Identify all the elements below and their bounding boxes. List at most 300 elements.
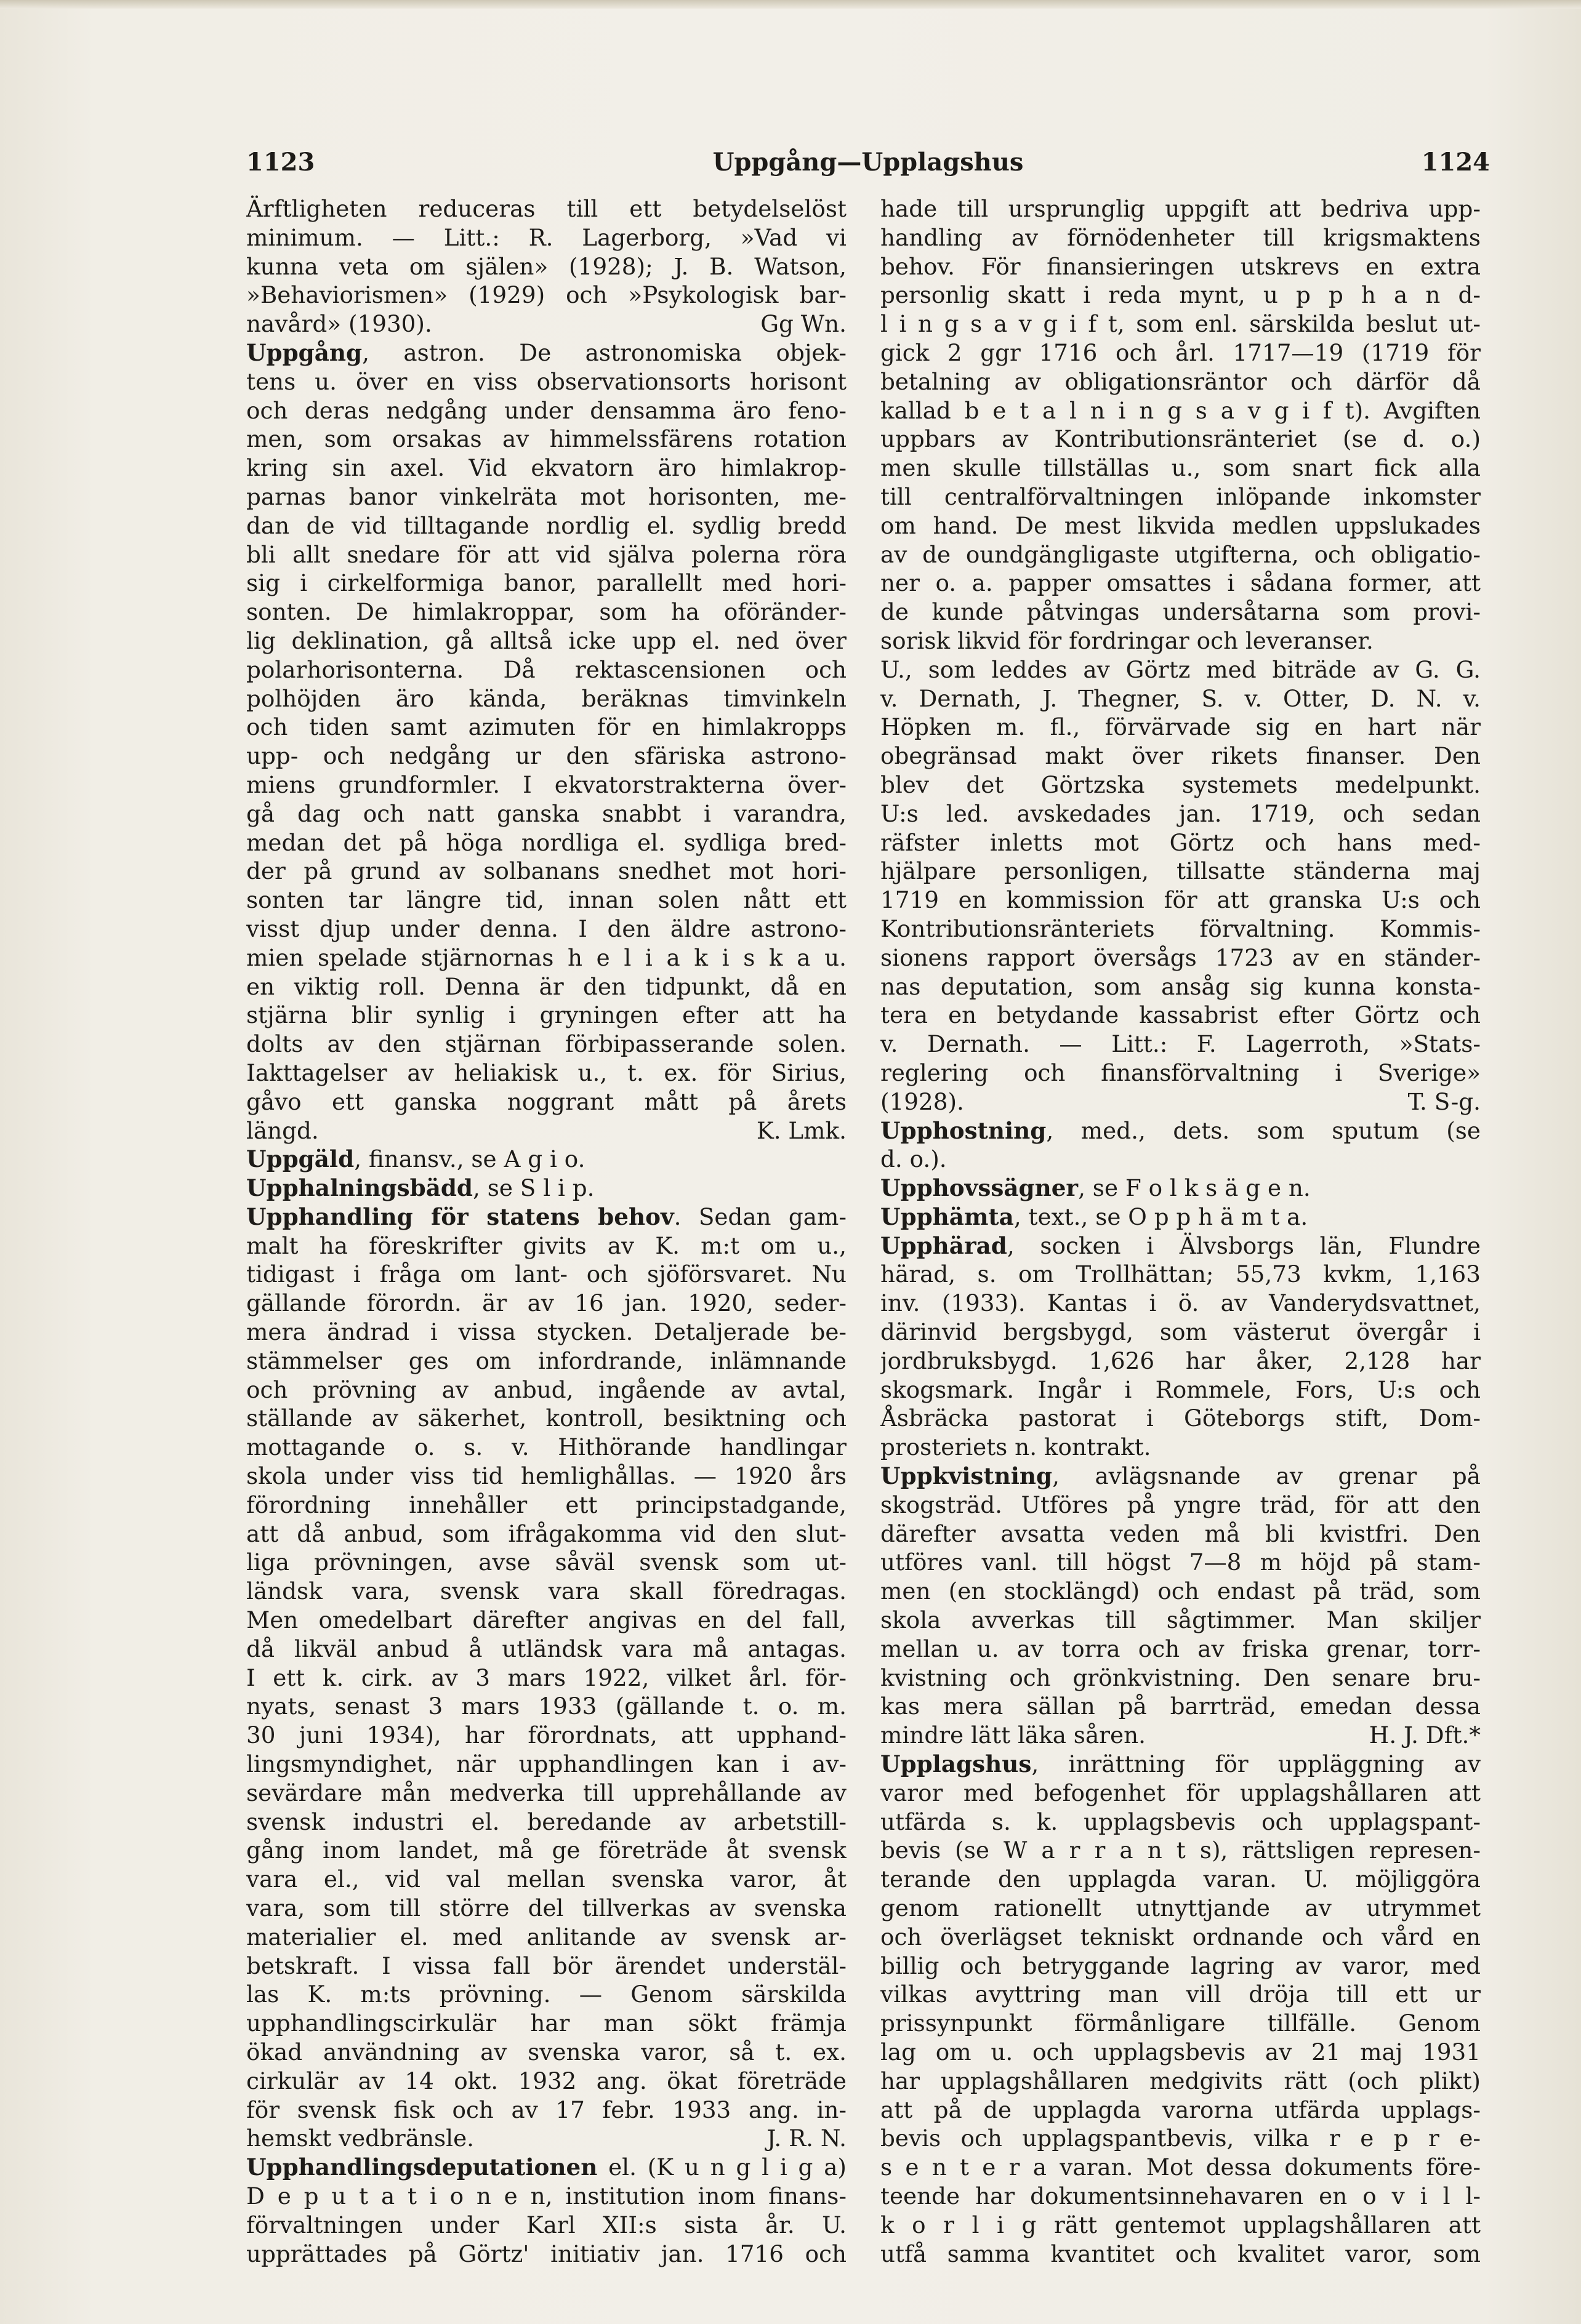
line-text: skola under viss tid hemlighållas. — 1920 års [246, 1462, 847, 1490]
line-text: cirkulär av 14 okt. 1932 ang. ökat företräde [246, 2067, 847, 2094]
line-text: polhöjden äro kända, beräknas timvinkeln [246, 684, 847, 712]
line-text: , socken i Älvsborgs län, Flundre [1007, 1232, 1481, 1259]
text-line [246, 828, 847, 857]
line-text: därefter avsatta veden må bli kvistfri. Den [880, 1520, 1481, 1547]
text-line [246, 1145, 847, 1174]
line-text: mellan u. av torra och av friska grenar, torr- [880, 1635, 1481, 1662]
text-line [246, 1548, 847, 1577]
running-title: Uppgång—Upplagshus [712, 148, 1024, 177]
line-text: mottagande o. s. v. Hithörande handlingar [246, 1433, 847, 1461]
text-line [880, 886, 1481, 915]
line-text: räfster inletts mot Görtz och hans med- [880, 828, 1481, 856]
text-line [246, 1404, 847, 1433]
line-text: polarhorisonterna. Då rektascensionen och [246, 655, 847, 683]
text-line [880, 1174, 1481, 1203]
text-line [246, 1808, 847, 1837]
line-text: kas mera sällan på barrträd, emedan dessa [880, 1693, 1481, 1720]
line-text: gång inom landet, må ge företräde åt svensk [246, 1837, 847, 1864]
text-line [880, 857, 1481, 886]
text-line [880, 684, 1481, 713]
line-text: inv. (1933). Kantas i ö. av Vanderydsvattnet, [880, 1289, 1481, 1317]
line-text: längd. [246, 1116, 319, 1144]
text-line [246, 2038, 847, 2067]
line-text: gick 2 ggr 1716 och årl. 1717—19 (1719 för [880, 339, 1481, 366]
line-text: v. Dernath. — Litt.: F. Lagerroth, »Stats- [880, 1030, 1481, 1058]
text-line [246, 1664, 847, 1693]
line-text: I ett k. cirk. av 3 mars 1922, vilket årl. för- [246, 1664, 847, 1691]
line-text: lag om u. och upplagsbevis av 21 maj 1931 [880, 2038, 1481, 2066]
text-line [246, 1203, 847, 1232]
text-line [880, 2211, 1481, 2240]
line-text: Höpken m. fl., förvärvade sig en hart när [880, 713, 1481, 741]
text-line [246, 1952, 847, 1981]
line-text: personlig skatt i reda mynt, u p p h a n d- [880, 281, 1481, 309]
text-line [880, 1692, 1481, 1721]
text-line [246, 1836, 847, 1865]
text-line [246, 310, 847, 339]
text-line [880, 483, 1481, 511]
text-line [880, 1635, 1481, 1664]
text-line [246, 252, 847, 281]
text-line [246, 598, 847, 627]
line-text: 30 juni 1934), har förordnats, att upphand- [246, 1721, 847, 1749]
line-text: om hand. De mest likvida medlen uppslukades [880, 511, 1481, 539]
text-line [880, 1030, 1481, 1059]
line-text: nyats, senast 3 mars 1933 (gällande t. o. m. [246, 1693, 847, 1720]
text-line [880, 1260, 1481, 1289]
text-line [880, 1520, 1481, 1549]
text-line [880, 1865, 1481, 1894]
text-line [880, 2153, 1481, 2182]
line-text: dolts av den stjärnan förbipasserande solen. [246, 1030, 847, 1058]
line-text: vilkas avyttring man vill dröja till ett ur [880, 1981, 1481, 2008]
text-line [246, 1232, 847, 1260]
line-text: att då anbud, som ifrågakomma vid den slut- [246, 1520, 847, 1547]
line-text: förvaltningen under Karl XII:s sista år. U. [246, 2211, 847, 2238]
text-line [246, 1779, 847, 1808]
text-line [246, 1577, 847, 1606]
text-line [246, 1088, 847, 1116]
text-line [880, 1548, 1481, 1577]
line-text: U:s led. avskedades jan. 1719, och sedan [880, 799, 1481, 827]
text-line [880, 1491, 1481, 1520]
line-text: genom rationellt utnyttjande av utrymmet [880, 1894, 1481, 1922]
right-column [880, 194, 1481, 2268]
line-text: teende har dokumentsinnehavaren en o v i l l- [880, 2182, 1481, 2210]
text-line [246, 886, 847, 915]
line-text: bevis och upplagspantbevis, vilka r e p r e- [880, 2125, 1481, 2152]
line-text: sonten. De himlakroppar, som ha oföränder- [246, 598, 847, 626]
text-line [880, 2038, 1481, 2067]
line-text: der på grund av solbanans snedhet mot hori- [246, 857, 847, 885]
line-text: , se S l i p. [473, 1174, 595, 1202]
line-text: upp- och nedgång ur den sfäriska astrono- [246, 742, 847, 770]
text-line [246, 944, 847, 972]
line-text: bli allt snedare för att vid själva polerna röra [246, 540, 847, 568]
text-line [880, 1808, 1481, 1837]
text-line [880, 1952, 1481, 1981]
text-line [246, 2182, 847, 2211]
text-line [246, 2124, 847, 2153]
line-text: el. (K u n g l i g a) [597, 2154, 847, 2181]
text-line [880, 771, 1481, 799]
line-text: därinvid bergsbygd, som västerut övergår i [880, 1318, 1481, 1346]
entry-headword: Uppgäld [246, 1145, 355, 1173]
author-signature: T. S-g. [1407, 1088, 1481, 1115]
text-line [246, 540, 847, 569]
line-text: nas deputation, som ansåg sig kunna konsta- [880, 972, 1481, 1000]
text-line [246, 799, 847, 828]
line-text: medan det på höga nordliga el. sydliga bred- [246, 828, 847, 856]
entry-headword: Upphovssägner [880, 1174, 1079, 1202]
text-line [246, 1923, 847, 1952]
text-line [880, 1664, 1481, 1693]
line-text: D e p u t a t i o n e n, institution inom finans- [246, 2182, 847, 2210]
text-line [880, 1836, 1481, 1865]
text-line [880, 569, 1481, 598]
text-line [246, 1059, 847, 1088]
line-text: , inrättning för uppläggning av [1031, 1750, 1481, 1778]
text-line [880, 655, 1481, 684]
line-text: , med., dets. som sputum (se [1046, 1116, 1481, 1144]
line-text: minimum. — Litt.: R. Lagerborg, »Vad vi [246, 223, 847, 251]
line-text: men skulle tillställas u., som snart fick alla [880, 454, 1481, 482]
line-text: en viktig roll. Denna är den tidpunkt, då en [246, 972, 847, 1000]
text-line [246, 483, 847, 511]
line-text: hemskt vedbränsle. [246, 2125, 475, 2152]
line-text: kallad b e t a l n i n g s a v g i f t). Avgiften [880, 396, 1481, 424]
line-text: , astron. De astronomiska objek- [362, 339, 847, 366]
text-line [880, 339, 1481, 367]
line-text: ställande av säkerhet, kontroll, besiktning och [246, 1404, 847, 1432]
text-line [246, 339, 847, 367]
line-text: tera en betydande kassabrist efter Görtz och [880, 1001, 1481, 1029]
text-line [246, 1376, 847, 1404]
text-line [246, 857, 847, 886]
text-line [246, 1894, 847, 1923]
text-line [880, 1059, 1481, 1088]
line-text: de kunde påtvingas undersåtarna som provi- [880, 598, 1481, 626]
text-line [246, 425, 847, 454]
line-text: betskraft. I vissa fall bör ärendet understäl- [246, 1952, 847, 1979]
line-text: Kontributionsränteriets förvaltning. Kommis- [880, 915, 1481, 942]
line-text: och överlägset tekniskt ordnande och vård en [880, 1923, 1481, 1950]
page-edge [0, 0, 1581, 9]
line-text: Men omedelbart därefter angivas en del fall, [246, 1606, 847, 1634]
line-text: , finansv., se A g i o. [354, 1145, 585, 1173]
text-line [246, 1030, 847, 1059]
text-line [246, 1347, 847, 1376]
line-text: hjälpare personligen, tillsatte ständerna maj [880, 857, 1481, 885]
text-line [246, 194, 847, 223]
line-text: liga prövningen, avse såväl svensk som ut- [246, 1549, 847, 1576]
line-text: »Behaviorismen» (1929) och »Psykologisk bar- [246, 281, 847, 309]
line-text: skogsträd. Utföres på yngre träd, för att den [880, 1491, 1481, 1518]
text-line [880, 2009, 1481, 2038]
text-line [246, 2240, 847, 2269]
page-header [246, 148, 1490, 185]
line-text: till centralförvaltningen inlöpande inkomster [880, 483, 1481, 510]
text-line [880, 598, 1481, 627]
line-text: kvistning och grönkvistning. Den senare bru- [880, 1664, 1481, 1691]
text-line [880, 1145, 1481, 1174]
text-line [246, 1289, 847, 1318]
text-line [880, 540, 1481, 569]
text-line [880, 627, 1481, 655]
text-line [880, 425, 1481, 454]
text-line [880, 194, 1481, 223]
line-text: betalning av obligationsräntor och därför då [880, 367, 1481, 395]
text-line [246, 2153, 847, 2182]
line-text: vara, som till större del tillverkas av svenska [246, 1894, 847, 1922]
text-line [880, 511, 1481, 540]
line-text: sig i cirkelformiga banor, parallellt med hori- [246, 569, 847, 597]
line-text: då likväl anbud å utländsk vara må antagas. [246, 1635, 847, 1662]
text-line [246, 1260, 847, 1289]
line-text: kunna veta om själen» (1928); J. B. Watson, [246, 252, 847, 280]
line-text: l i n g s a v g i f t, som enl. särskilda beslut ut- [880, 310, 1481, 338]
line-text: blev det Görtzska systemets medelpunkt. [880, 771, 1481, 798]
text-line [880, 281, 1481, 310]
text-line [880, 1088, 1481, 1116]
text-line [880, 396, 1481, 425]
text-line [880, 1116, 1481, 1145]
line-text: sonten tar längre tid, innan solen nått ett [246, 886, 847, 914]
line-text: för svensk fisk och av 17 febr. 1933 ang. in- [246, 2096, 847, 2123]
line-text: härad, s. om Trollhättan; 55,73 kvkm, 1,163 [880, 1260, 1481, 1288]
text-line [880, 1347, 1481, 1376]
line-text: s e n t e r a varan. Mot dessa dokuments före- [880, 2154, 1481, 2181]
text-line [246, 2067, 847, 2096]
text-line [246, 511, 847, 540]
line-text: d. o.). [880, 1145, 947, 1173]
text-line [246, 223, 847, 252]
text-line [246, 1865, 847, 1894]
left-column [246, 194, 847, 2268]
line-text: skogsmark. Ingår i Rommele, Fors, U:s och [880, 1376, 1481, 1403]
line-text: billig och betryggande lagring av varor, med [880, 1952, 1481, 1979]
text-line [880, 1232, 1481, 1260]
text-line [246, 1491, 847, 1520]
text-line [246, 1174, 847, 1203]
line-text: svensk industri el. beredande av arbetstill- [246, 1808, 847, 1835]
line-text: och tiden samt azimuten för en himlakropps [246, 713, 847, 741]
text-line [880, 1923, 1481, 1952]
text-line [246, 1001, 847, 1030]
line-text: tens u. över en viss observationsorts horisont [246, 367, 847, 395]
author-signature: J. R. N. [766, 2125, 847, 2152]
line-text: malt ha föreskrifter givits av K. m:t om u., [246, 1232, 847, 1259]
text-line [880, 1462, 1481, 1491]
line-text: sevärdare mån medverka till upprehållande av [246, 1779, 847, 1806]
line-text: dan de vid tilltagande nordlig el. sydlig bredd [246, 511, 847, 539]
text-line [880, 2240, 1481, 2269]
line-text: gåvo ett ganska noggrant mått på årets [246, 1088, 847, 1115]
line-text: upphandlingscirkulär har man sökt främja [246, 2009, 847, 2037]
text-line [246, 1318, 847, 1347]
line-text: lingsmyndighet, när upphandlingen kan i av- [246, 1750, 847, 1778]
line-text: lig deklination, gå alltså icke upp el. ned över [246, 627, 847, 654]
line-text: utföres vanl. till högst 7—8 m höjd på stam- [880, 1549, 1481, 1576]
text-line [880, 1721, 1481, 1750]
text-line [880, 367, 1481, 396]
line-text: men (en stocklängd) och endast på träd, som [880, 1577, 1481, 1605]
text-line [246, 2096, 847, 2125]
entry-headword: Upphämta [880, 1203, 1014, 1230]
text-line [246, 1750, 847, 1779]
line-text: las K. m:ts prövning. — Genom särskilda [246, 1981, 847, 2008]
text-line [246, 771, 847, 799]
text-line [880, 1980, 1481, 2009]
line-text: Åsbräcka pastorat i Göteborgs stift, Dom- [880, 1404, 1481, 1432]
entry-headword: Upphalningsbädd [246, 1174, 473, 1202]
line-text: (1928). [880, 1088, 964, 1115]
text-line [880, 310, 1481, 339]
line-text: och deras nedgång under densamma äro feno- [246, 396, 847, 424]
line-text: av de oundgängligaste utgifterna, och obligatio- [880, 540, 1481, 568]
entry-headword: Upphandling för statens behov [246, 1203, 674, 1230]
text-line [880, 1318, 1481, 1347]
entry-headword: Upphostning [880, 1116, 1047, 1144]
line-text: k o r l i g rätt gentemot upplagshållaren att [880, 2211, 1481, 2238]
line-text: gällande förordn. är av 16 jan. 1920, seder- [246, 1289, 847, 1317]
text-line [246, 2211, 847, 2240]
text-line [880, 1404, 1481, 1433]
line-text: prissynpunkt förmånligare tillfälle. Genom [880, 2009, 1481, 2037]
text-line [246, 1520, 847, 1549]
text-line [880, 1606, 1481, 1635]
entry-headword: Upplagshus [880, 1750, 1032, 1778]
line-text: behov. För finansieringen utskrevs en extra [880, 252, 1481, 280]
text-line [880, 713, 1481, 742]
line-text: uppbars av Kontributionsränteriet (se d. o.) [880, 425, 1481, 453]
line-text: hade till ursprunglig uppgift att bedriva upp- [880, 195, 1481, 222]
text-line [246, 396, 847, 425]
page-number-left: 1123 [246, 148, 315, 177]
text-line [880, 252, 1481, 281]
text-line [880, 944, 1481, 972]
line-text: att på de upplagda varorna utfärda upplags- [880, 2096, 1481, 2123]
line-text: stjärna blir synlig i gryningen efter att ha [246, 1001, 847, 1029]
text-line [880, 454, 1481, 483]
text-line [246, 627, 847, 655]
text-line [880, 915, 1481, 944]
line-text: tidigast i fråga om lant- och sjöförsvaret. Nu [246, 1260, 847, 1288]
text-line [246, 972, 847, 1001]
line-text: och prövning av anbud, ingående av avtal, [246, 1376, 847, 1403]
text-line [880, 972, 1481, 1001]
text-line [246, 1433, 847, 1462]
line-text: utfå samma kvantitet och kvalitet varor, som [880, 2240, 1481, 2267]
author-signature: H. J. Dft.* [1369, 1721, 1481, 1749]
text-line [246, 1462, 847, 1491]
line-text: har upplagshållaren medgivits rätt (och plikt) [880, 2067, 1481, 2094]
line-text: sorisk likvid för fordringar och leveranser. [880, 627, 1374, 654]
line-text: jordbruksbygd. 1,626 har åker, 2,128 har [880, 1347, 1481, 1374]
line-text: parnas banor vinkelräta mot horisonten, me- [246, 483, 847, 510]
text-line [246, 1692, 847, 1721]
entry-headword: Uppgång [246, 339, 363, 366]
text-line [246, 367, 847, 396]
text-line [880, 1779, 1481, 1808]
line-text: miens grundformler. I ekvatorstrakterna över- [246, 771, 847, 798]
line-text: Iakttagelser av heliakisk u., t. ex. för Sirius, [246, 1059, 847, 1086]
line-text: mien spelade stjärnornas h e l i a k i s k a u. [246, 944, 847, 971]
entry-headword: Upphandlingsdeputationen [246, 2154, 598, 2181]
author-signature: K. Lmk. [756, 1116, 847, 1144]
line-text: mera ändrad i vissa stycken. Detaljerade be- [246, 1318, 847, 1346]
text-line [246, 569, 847, 598]
text-line [246, 655, 847, 684]
line-text: gå dag och natt ganska snabbt i varandra, [246, 799, 847, 827]
line-text: ökad användning av svenska varor, så t. ex. [246, 2038, 847, 2066]
line-text: , avlägsnande av grenar på [1052, 1462, 1481, 1490]
text-line [246, 454, 847, 483]
entry-headword: Upphärad [880, 1232, 1007, 1259]
line-text: men, som orsakas av himmelssfärens rotation [246, 425, 847, 453]
line-text: . Sedan gam- [674, 1203, 847, 1230]
line-text: vara el., vid val mellan svenska varor, åt [246, 1865, 847, 1893]
line-text: , se F o l k s ä g e n. [1078, 1174, 1311, 1202]
text-line [246, 1635, 847, 1664]
text-line [880, 828, 1481, 857]
text-line [246, 281, 847, 310]
page-number-right: 1124 [1421, 148, 1490, 177]
line-text: sionens rapport översågs 1723 av en ständer- [880, 944, 1481, 971]
line-text: prosteriets n. kontrakt. [880, 1433, 1151, 1461]
text-line [880, 2067, 1481, 2096]
line-text: reglering och finansförvaltning i Sverige» [880, 1059, 1481, 1086]
text-line [880, 742, 1481, 771]
text-line [880, 2182, 1481, 2211]
text-line [246, 742, 847, 771]
line-text: , text., se O p p h ä m t a. [1013, 1203, 1308, 1230]
line-text: materialier el. med anlitande av svensk ar- [246, 1923, 847, 1950]
text-line [246, 713, 847, 742]
text-line [246, 915, 847, 944]
author-signature: Gg Wn. [760, 310, 847, 338]
line-text: skola avverkas till sågtimmer. Man skiljer [880, 1606, 1481, 1634]
line-text: bevis (se W a r r a n t s), rättsligen represen- [880, 1837, 1481, 1864]
text-line [880, 1376, 1481, 1404]
line-text: mindre lätt läka såren. [880, 1721, 1146, 1749]
text-line [246, 1116, 847, 1145]
line-text: stämmelser ges om infordrande, inlämnande [246, 1347, 847, 1374]
text-line [880, 1750, 1481, 1779]
text-line [880, 1577, 1481, 1606]
line-text: navård» (1930). [246, 310, 432, 338]
text-line [246, 684, 847, 713]
text-line [880, 1001, 1481, 1030]
line-text: utfärda s. k. upplagsbevis och upplagspant- [880, 1808, 1481, 1835]
text-line [880, 1894, 1481, 1923]
text-line [880, 799, 1481, 828]
line-text: 1719 en kommission för att granska U:s och [880, 886, 1481, 914]
text-line [880, 2124, 1481, 2153]
line-text: Ärftligheten reduceras till ett betydelselöst [246, 195, 847, 222]
line-text: upprättades på Görtz' initiativ jan. 1716 och [246, 2240, 847, 2267]
text-line [880, 223, 1481, 252]
text-line [246, 1606, 847, 1635]
text-line [880, 1289, 1481, 1318]
entry-headword: Uppkvistning [880, 1462, 1053, 1490]
line-text: varor med befogenhet för upplagshållaren att [880, 1779, 1481, 1806]
text-line [880, 1203, 1481, 1232]
line-text: U., som leddes av Görtz med biträde av G. G. [880, 655, 1481, 683]
line-text: visst djup under denna. I den äldre astrono- [246, 915, 847, 942]
line-text: obegränsad makt över rikets finanser. Den [880, 742, 1481, 770]
line-text: v. Dernath, J. Thegner, S. v. Otter, D. N. v. [880, 684, 1481, 712]
